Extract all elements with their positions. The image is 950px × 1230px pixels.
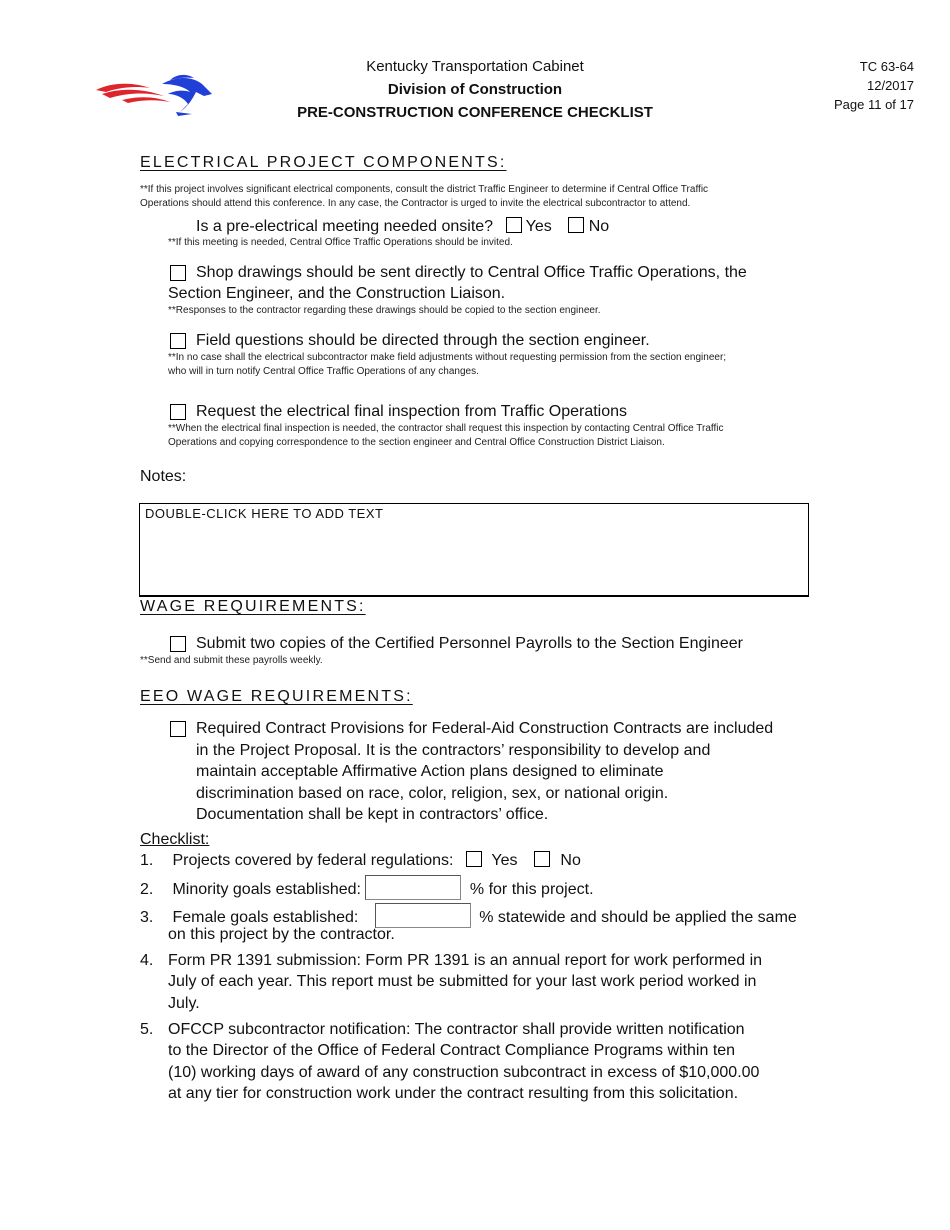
federal-regs-yes-label: Yes [491,852,518,869]
notes-text-field[interactable] [139,503,809,597]
checklist-item-3-number: 3. [140,909,154,926]
pre-electrical-no-checkbox[interactable] [568,217,584,233]
pre-electrical-yes-checkbox[interactable] [506,217,522,233]
checklist-item-1 [140,850,581,872]
division-name: Division of Construction [387,81,563,98]
pre-electrical-note: **If this meeting is needed, Central Office Traffic Operations should be invited. [168,237,513,248]
shop-drawings-note: **Responses to the contractor regarding these drawings should be copied to the section engineer. [168,305,601,316]
notes-label: Notes: [140,468,187,485]
shop-drawings-line-1: Shop drawings should be sent directly to Central Office Traffic Operations, the [196,264,747,281]
eeo-para-line-2: in the Project Proposal. It is the contractors’ responsibility to develop and [196,742,711,759]
field-questions-note-2: who will in turn notify Central Office Traffic Operations of any changes. [168,366,479,377]
federal-regs-yes-checkbox[interactable] [466,851,482,867]
checklist-item-5-line-1: OFCCP subcontractor notification: The contractor shall provide written notification [168,1021,745,1038]
minority-goals-input[interactable] [365,875,461,900]
form-date: 12/2017 [867,78,914,93]
payrolls-text: Submit two copies of the Certified Personnel Payrolls to the Section Engineer [196,635,743,652]
shop-drawings-checkbox[interactable] [170,265,186,281]
page-title: PRE-CONSTRUCTION CONFERENCE CHECKLIST [297,104,653,121]
checklist-item-3-line-2: on this project by the contractor. [168,926,395,943]
checklist-item-2-number: 2. [140,881,154,898]
electrical-intro-note-1: **If this project involves significant electrical components, consult the district Traffic Engineer to determine if Central Office Traffic [140,184,709,195]
eeo-para-line-4: discrimination based on race, color, religion, sex, or national origin. [196,785,669,802]
pre-electrical-no-label: No [588,218,610,235]
electrical-heading: ELECTRICAL PROJECT COMPONENTS: [140,154,507,171]
field-questions-text: Field questions should be directed through the section engineer. [196,332,650,349]
checklist-item-1-text: Projects covered by federal regulations: [172,852,454,869]
checklist-item-5-line-4: at any tier for construction work under the contract resulting from this solicitation. [168,1085,739,1102]
eeo-para-line-3: maintain acceptable Affirmative Action plans designed to eliminate [196,763,664,780]
eeo-heading: EEO WAGE REQUIREMENTS: [140,688,413,705]
checklist-label: Checklist: [140,831,210,848]
checklist-item-4-line-2: July of each year. This report must be submitted for your last work period worked in [168,973,757,990]
checklist-item-2 [140,875,594,901]
eeo-para-line-5: Documentation shall be kept in contractors’ office. [196,806,549,823]
final-inspection-note-2: Operations and copying correspondence to the section engineer and Central Office Construction District Liaison. [168,437,665,448]
pre-electrical-question: Is a pre-electrical meeting needed onsite? [196,218,494,235]
checklist-item-3-text: Female goals established: [172,909,359,926]
notes-placeholder: DOUBLE-CLICK HERE TO ADD TEXT [145,506,384,521]
final-inspection-note-1: **When the electrical final inspection is needed, the contractor shall request this inspection by contacting Central Office Traffic [168,423,724,434]
final-inspection-text: Request the electrical final inspection from Traffic Operations [196,403,628,420]
eeo-para-line-1: Required Contract Provisions for Federal-Aid Construction Contracts are included [196,720,774,737]
checklist-item-4-number: 4. [140,952,154,969]
checklist-item-1-number: 1. [140,852,154,869]
electrical-intro-note-2: Operations should attend this conference. In any case, the Contractor is urged to invite the electrical subcontractor to attend. [140,198,691,209]
field-questions-checkbox[interactable] [170,333,186,349]
final-inspection-checkbox[interactable] [170,404,186,420]
payrolls-checkbox[interactable] [170,636,186,652]
form-id: TC 63-64 [859,59,914,74]
checklist-item-2-suffix: % for this project. [469,881,594,898]
federal-regs-no-checkbox[interactable] [534,851,550,867]
federal-regs-no-label: No [560,852,581,869]
field-questions-note-1: **In no case shall the electrical subcontractor make field adjustments without requesting permission from the section engineer; [168,352,727,363]
checklist-item-2-text: Minority goals established: [172,881,361,898]
pre-electrical-yes-label: Yes [525,218,552,235]
pre-electrical-question-row [196,216,609,238]
checklist-item-4-line-3: July. [168,995,200,1012]
checklist-item-5-number: 5. [140,1021,154,1038]
org-name: Kentucky Transportation Cabinet [366,58,584,75]
wage-heading: WAGE REQUIREMENTS: [140,598,366,615]
checklist-item-4-line-1: Form PR 1391 submission: Form PR 1391 is an annual report for work performed in [168,952,763,969]
checklist-item-5-line-2: to the Director of the Office of Federal Contract Compliance Programs within ten [168,1042,736,1059]
eeo-provisions-checkbox[interactable] [170,721,186,737]
page-number: Page 11 of 17 [834,97,914,112]
checklist-item-3-suffix: % statewide and should be applied the same [479,909,797,926]
payrolls-note: **Send and submit these payrolls weekly. [140,655,323,666]
shop-drawings-line-2: Section Engineer, and the Construction Liaison. [168,285,506,302]
checklist-item-5-line-3: (10) working days of award of any construction subcontract in excess of $10,000.00 [168,1064,760,1081]
